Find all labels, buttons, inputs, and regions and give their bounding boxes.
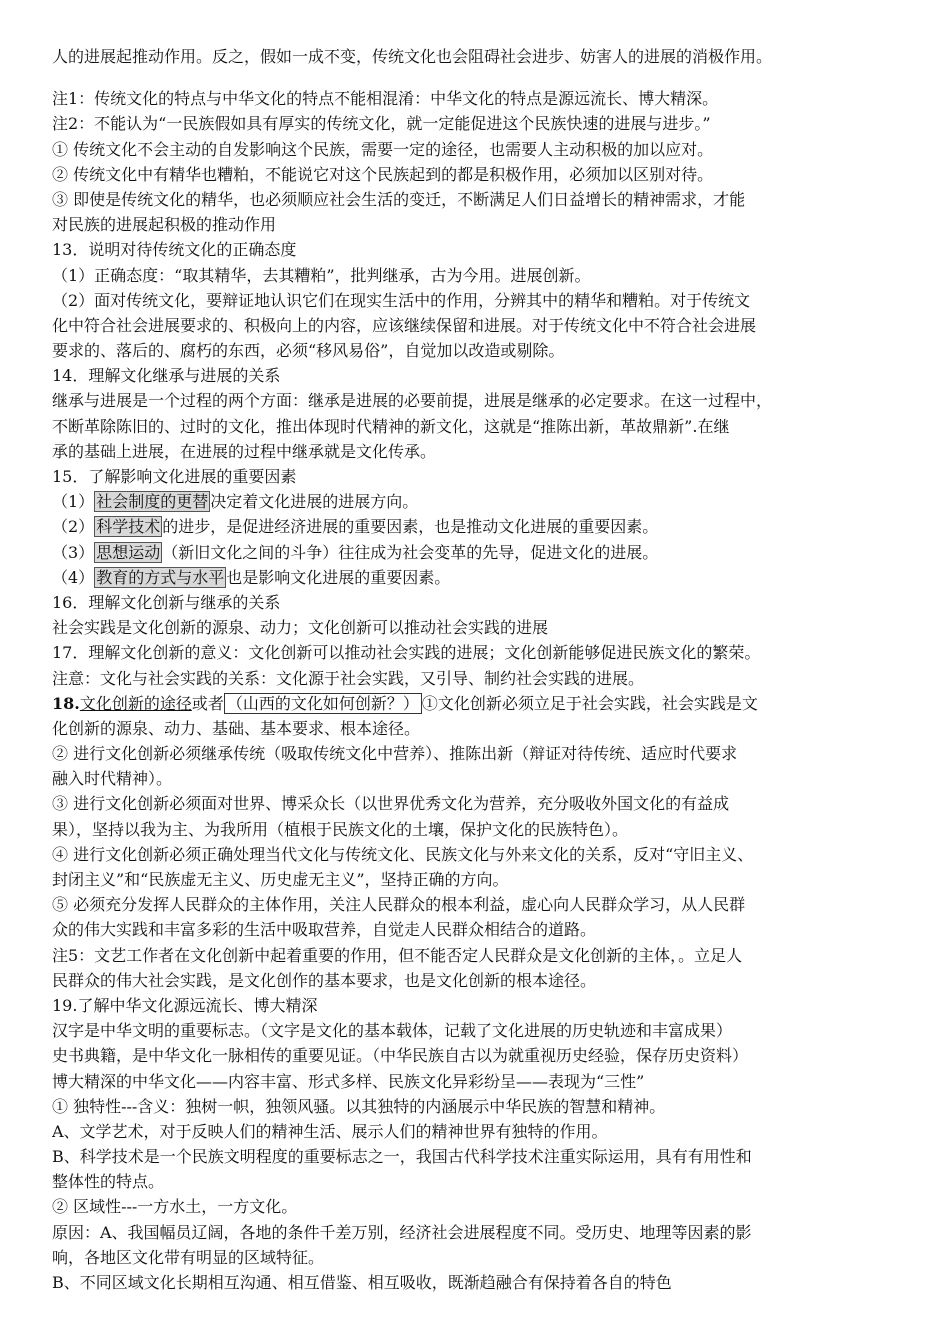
- text-line: ② 进行文化创新必须继承传统（吸取传统文化中营养）、推陈出新（辩证对待传统、适应时代要求: [52, 744, 738, 764]
- text-line: B、不同区域文化长期相互沟通、相互借鉴、相互吸收，既渐趋融合有保持着各自的特色: [52, 1273, 672, 1292]
- text-line: 封闭主义”和“民族虚无主义、历史虚无主义”，坚持正确的方向。: [52, 870, 509, 889]
- text-line: A、文学艺术，对于反映人们的精神生活、展示人们的精神世界有独特的作用。: [52, 1121, 608, 1141]
- factor-item-4: [52, 565, 914, 590]
- note-5: 注5：文艺工作者在文化创新中起着重要的作用，但不能否定人民群众是文化创新的主体，。立足人: [52, 945, 743, 965]
- section-heading-16: 16．理解文化创新与继承的关系: [52, 592, 281, 612]
- factor-item-2: [52, 514, 914, 539]
- text-line: 史书典籍，是中华文化一脉相传的重要见证。（中华民族自古以为就重视历史经验，保存历史资料）: [52, 1046, 749, 1066]
- text-line: ③ 进行文化创新必须面对世界、博采众长（以世界优秀文化为营养，充分吸收外国文化的有益成: [52, 794, 730, 814]
- section-heading-19: 19.了解中华文化源远流长、博大精深: [52, 995, 318, 1015]
- underlined-term: 文化创新的途径: [79, 693, 192, 713]
- factor-item-3: [52, 540, 914, 565]
- section-heading-13: 13．说明对待传统文化的正确态度: [52, 240, 297, 260]
- text-line: 整体性的特点。: [52, 1172, 165, 1192]
- item-text: 也是影响文化进展的重要因素。: [226, 567, 451, 587]
- text-line: （2）面对传统文化，要辩证地认识它们在现实生活中的作用，分辨其中的精华和糟粕。对于传统文: [52, 290, 751, 310]
- factor-item-1: [52, 489, 914, 514]
- note-2: 注2：不能认为“一民族假如具有厚实的传统文化，就一定能促进这个民族快速的进展与进步。”: [52, 114, 711, 134]
- highlighted-term: 科学技术: [96, 517, 161, 537]
- text-line: 不断革除陈旧的、过时的文化，推出体现时代精神的新文化，这就是“推陈出新，革故鼎新”.在继: [52, 416, 730, 436]
- text-line: 承的基础上进展，在进展的过程中继承就是文化传承。: [52, 441, 437, 461]
- item-text: （新旧文化之间的斗争）往往成为社会变革的先导，促进文化的进展。: [162, 542, 659, 562]
- item-text: 决定着文化进展的进展方向。: [210, 492, 419, 512]
- text-line: ② 区域性---一方水土，一方文化。: [52, 1197, 298, 1217]
- text-line: 社会实践是文化创新的源泉、动力；文化创新可以推动社会实践的进展: [52, 618, 549, 638]
- text-line: 果），坚持以我为主、为我所用（植根于民族文化的土壤，保护文化的民族特色）。: [52, 819, 629, 839]
- highlighted-term: 思想运动: [96, 542, 161, 562]
- section-heading-14: 14．理解文化继承与进展的关系: [52, 366, 281, 386]
- text-line: 继承与进展是一个过程的两个方面：继承是进展的必要前提，进展是继承的必定要求。在这一过程中，: [52, 391, 773, 411]
- text-line: 注意：文化与社会实践的关系：文化源于社会实践，又引导、制约社会实践的进展。: [52, 668, 645, 688]
- document-page: [52, 44, 914, 1295]
- text-line: ① 传统文化不会主动的自发影响这个民族，需要一定的途径，也需要人主动积极的加以应对。: [52, 139, 714, 159]
- item-text: ①文化创新必须立足于社会实践，社会实践是文: [421, 693, 758, 713]
- text-line: 要求的、落后的、腐朽的东西，必须“移风易俗”，自觉加以改造或剔除。: [52, 341, 565, 361]
- item-text: 的进步，是促进经济进展的重要因素，也是推动文化进展的重要因素。: [162, 517, 659, 537]
- text-line: 对民族的进展起积极的推动作用: [52, 215, 277, 235]
- text-line: 原因：A、我国幅员辽阔，各地的条件千差万别，经济社会进展程度不同。受历史、地理等因素的影: [52, 1222, 752, 1242]
- text-line: ② 传统文化中有精华也糟粕，不能说它对这个民族起到的都是积极作用，必须加以区别对待。: [52, 164, 714, 184]
- item-number: （1）: [52, 492, 95, 512]
- text-line: 化创新的源泉、动力、基础、基本要求、根本途径。: [52, 718, 421, 738]
- highlighted-term: 教育的方式与水平: [96, 567, 225, 587]
- text-line: ① 独特性---含义：独树一帜，独领风骚。以其独特的内涵展示中华民族的智慧和精神。: [52, 1096, 666, 1116]
- section-number: 18.: [52, 693, 80, 713]
- section-heading-18: [52, 691, 914, 716]
- boxed-question: （山西的文化如何创新？）: [224, 693, 422, 714]
- item-number: （4）: [52, 567, 95, 587]
- section-heading-17: 17．理解文化创新的意义：文化创新可以推动社会实践的进展；文化创新能够促进民族文化的繁荣。: [52, 643, 761, 663]
- paragraph-gap: [52, 69, 914, 86]
- connector-text: 或者: [191, 693, 224, 713]
- text-line: 人的进展起推动作用。反之，假如一成不变，传统文化也会阻碍社会进步、妨害人的进展的消极作用。: [52, 47, 773, 66]
- text-line: ④ 进行文化创新必须正确处理当代文化与传统文化、民族文化与外来文化的关系，反对“守旧主义、: [52, 844, 754, 864]
- text-line: ③ 即使是传统文化的精华，也必须顺应社会生活的变迁，不断满足人们日益增长的精神需求，才能: [52, 189, 746, 209]
- text-line: 民群众的伟大社会实践，是文化创作的基本要求，也是文化创新的根本途径。: [52, 970, 597, 990]
- text-line: 博大精深的中华文化——内容丰富、形式多样、民族文化异彩纷呈——表现为“三性”: [52, 1071, 645, 1091]
- text-line: 众的伟大实践和丰富多彩的生活中吸取营养，自觉走人民群众相结合的道路。: [52, 920, 597, 940]
- section-heading-15: 15．了解影响文化进展的重要因素: [52, 467, 297, 486]
- text-line: 响，各地区文化带有明显的区域特征。: [52, 1247, 325, 1267]
- note-1: 注1：传统文化的特点与中华文化的特点不能相混淆：中华文化的特点是源远流长、博大精深。: [52, 89, 719, 109]
- highlighted-term: 社会制度的更替: [96, 492, 209, 512]
- item-number: （2）: [52, 517, 95, 537]
- text-line: 融入时代精神）。: [52, 769, 173, 789]
- text-line: ⑤ 必须充分发挥人民群众的主体作用，关注人民群众的根本利益，虚心向人民群众学习，从人民群: [52, 895, 746, 915]
- text-line: B、科学技术是一个民族文明程度的重要标志之一，我国古代科学技术注重实际运用，具有有用性和: [52, 1147, 752, 1167]
- text-line: 化中符合社会进展要求的、积极向上的内容，应该继续保留和进展。对于传统文化中不符合社会进展: [52, 315, 757, 335]
- item-number: （3）: [52, 542, 95, 562]
- text-line: （1）正确态度：“取其精华，去其糟粕”，批判继承，古为今用。进展创新。: [52, 265, 591, 285]
- text-line: 汉字是中华文明的重要标志。（文字是文化的基本载体，记载了文化进展的历史轨迹和丰富成果）: [52, 1021, 733, 1041]
